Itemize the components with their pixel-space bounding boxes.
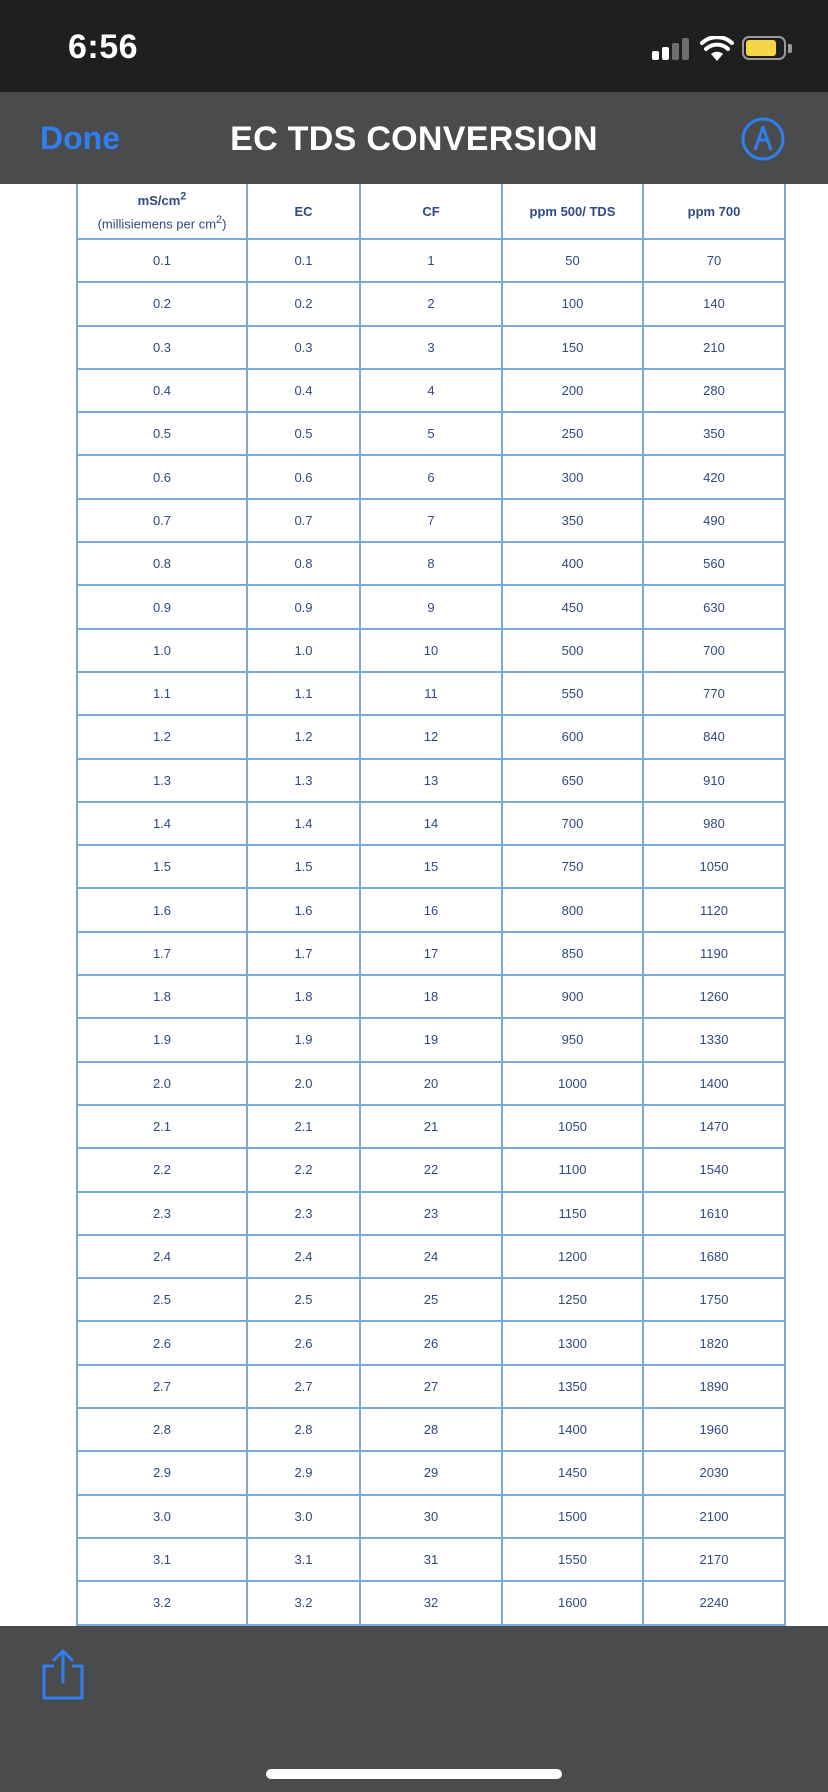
table-row (77, 1451, 785, 1494)
table-cell: 1750 (643, 1278, 785, 1321)
table-cell: 9 (360, 585, 502, 628)
table-cell: 500 (502, 629, 643, 672)
table-cell: 2.6 (77, 1321, 247, 1364)
table-row (77, 1365, 785, 1408)
table-cell: 0.3 (247, 326, 360, 369)
table-cell: 0.3 (77, 326, 247, 369)
table-cell: 3.2 (247, 1581, 360, 1624)
table-cell: 28 (360, 1408, 502, 1451)
table-cell: 2.9 (77, 1451, 247, 1494)
table-cell: 2.9 (247, 1451, 360, 1494)
table-cell: 560 (643, 542, 785, 585)
table-row (77, 932, 785, 975)
table-cell: 1960 (643, 1408, 785, 1451)
table-cell: 2030 (643, 1451, 785, 1494)
table-cell: 650 (502, 759, 643, 802)
table-cell: 1470 (643, 1105, 785, 1148)
table-cell: 3.1 (77, 1538, 247, 1581)
table-cell: 0.6 (77, 455, 247, 498)
table-cell: 24 (360, 1235, 502, 1278)
header-mscm-unit: $mS/cm^2$ (137, 190, 187, 208)
table-row (77, 542, 785, 585)
table-cell: 840 (643, 715, 785, 758)
table-cell: 1550 (502, 1538, 643, 1581)
cellular-signal-icon (652, 38, 690, 60)
table-cell: 1.7 (77, 932, 247, 975)
table-cell: 350 (502, 499, 643, 542)
table-cell: 980 (643, 802, 785, 845)
table-header-row (77, 184, 785, 239)
table-cell: 1.6 (247, 888, 360, 931)
table-row (77, 1062, 785, 1105)
table-cell: 1100 (502, 1148, 643, 1191)
table-cell: 0.8 (77, 542, 247, 585)
table-cell: 2.2 (247, 1148, 360, 1191)
table-cell: 1330 (643, 1018, 785, 1061)
table-cell: 2100 (643, 1495, 785, 1538)
table-cell: 7 (360, 499, 502, 542)
table-cell: 0.2 (77, 282, 247, 325)
table-row (77, 1278, 785, 1321)
table-cell: 2.3 (247, 1192, 360, 1235)
table-row (77, 455, 785, 498)
table-cell: 2 (360, 282, 502, 325)
table-cell: 18 (360, 975, 502, 1018)
table-cell: 1.4 (247, 802, 360, 845)
table-cell: 200 (502, 369, 643, 412)
status-bar (0, 0, 828, 92)
table-cell: 1 (360, 239, 502, 282)
table-cell: 1600 (502, 1581, 643, 1624)
table-row (77, 1538, 785, 1581)
table-row (77, 412, 785, 455)
table-cell: 6 (360, 455, 502, 498)
table-cell: 2.4 (77, 1235, 247, 1278)
table-cell: 1000 (502, 1062, 643, 1105)
table-cell: 350 (643, 412, 785, 455)
table-cell: 3.0 (77, 1495, 247, 1538)
table-cell: 1120 (643, 888, 785, 931)
table-cell: 2.0 (77, 1062, 247, 1105)
table-cell: 2.5 (247, 1278, 360, 1321)
table-row (77, 1495, 785, 1538)
table-cell: 3 (360, 326, 502, 369)
table-cell: 1500 (502, 1495, 643, 1538)
table-row (77, 369, 785, 412)
table-cell: 11 (360, 672, 502, 715)
table-row (77, 672, 785, 715)
table-cell: 1.0 (247, 629, 360, 672)
table-cell: 210 (643, 326, 785, 369)
table-cell: 1250 (502, 1278, 643, 1321)
table-cell: 29 (360, 1451, 502, 1494)
table-cell: 140 (643, 282, 785, 325)
table-cell: 700 (502, 802, 643, 845)
table-row (77, 802, 785, 845)
table-cell: 2.7 (77, 1365, 247, 1408)
table-row (77, 975, 785, 1018)
table-cell: 3.1 (247, 1538, 360, 1581)
table-cell: 1350 (502, 1365, 643, 1408)
table-row (77, 1408, 785, 1451)
table-cell: 1400 (502, 1408, 643, 1451)
header-mscm-description: (millisiemens per $cm^2$) (97, 214, 227, 232)
table-cell: 3.0 (247, 1495, 360, 1538)
table-cell: 19 (360, 1018, 502, 1061)
conversion-table (76, 184, 786, 1626)
table-cell: 1.2 (77, 715, 247, 758)
table-cell: 1540 (643, 1148, 785, 1191)
table-row (77, 759, 785, 802)
table-cell: 1.5 (247, 845, 360, 888)
table-cell: 20 (360, 1062, 502, 1105)
navigation-bar (0, 92, 828, 184)
table-cell: 1.1 (247, 672, 360, 715)
table-cell: 0.7 (247, 499, 360, 542)
table-cell: 600 (502, 715, 643, 758)
table-cell: 1610 (643, 1192, 785, 1235)
table-row (77, 1148, 785, 1191)
table-cell: 910 (643, 759, 785, 802)
table-cell: 800 (502, 888, 643, 931)
table-cell: 550 (502, 672, 643, 715)
table-cell: 2.0 (247, 1062, 360, 1105)
table-cell: 630 (643, 585, 785, 628)
table-cell: 0.8 (247, 542, 360, 585)
table-row (77, 845, 785, 888)
table-cell: 31 (360, 1538, 502, 1581)
table-cell: 1.0 (77, 629, 247, 672)
table-row (77, 1321, 785, 1364)
table-cell: 0.2 (247, 282, 360, 325)
table-cell: 1.8 (247, 975, 360, 1018)
table-cell: 2170 (643, 1538, 785, 1581)
table-cell: 13 (360, 759, 502, 802)
table-cell: 0.5 (247, 412, 360, 455)
table-cell: 1.5 (77, 845, 247, 888)
table-cell: 1050 (643, 845, 785, 888)
table-cell: 1820 (643, 1321, 785, 1364)
table-row (77, 1192, 785, 1235)
table-cell: 700 (643, 629, 785, 672)
table-cell: 100 (502, 282, 643, 325)
header-mscm (77, 184, 247, 239)
table-cell: 2.8 (77, 1408, 247, 1451)
table-cell: 8 (360, 542, 502, 585)
table-cell: 2.8 (247, 1408, 360, 1451)
table-cell: 26 (360, 1321, 502, 1364)
table-cell: 70 (643, 239, 785, 282)
table-cell: 1.1 (77, 672, 247, 715)
table-cell: 5 (360, 412, 502, 455)
table-cell: 1200 (502, 1235, 643, 1278)
table-cell: 0.1 (247, 239, 360, 282)
table-cell: 2.2 (77, 1148, 247, 1191)
table-cell: 250 (502, 412, 643, 455)
home-indicator (266, 1769, 562, 1779)
table-cell: 1.9 (247, 1018, 360, 1061)
table-cell: 1.4 (77, 802, 247, 845)
table-cell: 1450 (502, 1451, 643, 1494)
table-row (77, 1018, 785, 1061)
table-cell: 1.3 (77, 759, 247, 802)
table-cell: 21 (360, 1105, 502, 1148)
document-view[interactable] (0, 184, 828, 1626)
table-cell: 4 (360, 369, 502, 412)
markup-pen-icon[interactable] (740, 116, 786, 162)
table-cell: 30 (360, 1495, 502, 1538)
table-cell: 2.4 (247, 1235, 360, 1278)
table-cell: 900 (502, 975, 643, 1018)
header-cf: CF (360, 184, 502, 239)
share-icon[interactable] (40, 1648, 86, 1702)
table-cell: 770 (643, 672, 785, 715)
table-cell: 1.9 (77, 1018, 247, 1061)
table-cell: 10 (360, 629, 502, 672)
battery-icon (742, 36, 792, 62)
table-cell: 2.6 (247, 1321, 360, 1364)
table-row (77, 585, 785, 628)
table-cell: 1400 (643, 1062, 785, 1105)
table-cell: 450 (502, 585, 643, 628)
table-cell: 1680 (643, 1235, 785, 1278)
header-ec: EC (247, 184, 360, 239)
table-cell: 0.4 (247, 369, 360, 412)
table-cell: 0.9 (77, 585, 247, 628)
table-cell: 280 (643, 369, 785, 412)
table-row (77, 888, 785, 931)
table-row (77, 1235, 785, 1278)
table-cell: 2.7 (247, 1365, 360, 1408)
table-cell: 3.2 (77, 1581, 247, 1624)
table-cell: 420 (643, 455, 785, 498)
table-row (77, 715, 785, 758)
done-button[interactable]: Done (40, 120, 120, 156)
table-cell: 23 (360, 1192, 502, 1235)
page-title: EC TDS CONVERSION (230, 120, 598, 158)
table-cell: 1.7 (247, 932, 360, 975)
table-cell: 1260 (643, 975, 785, 1018)
bottom-toolbar (0, 1626, 828, 1792)
status-time: 6:56 (68, 28, 139, 66)
table-cell: 490 (643, 499, 785, 542)
table-cell: 950 (502, 1018, 643, 1061)
table-cell: 400 (502, 542, 643, 585)
table-row (77, 499, 785, 542)
table-cell: 1300 (502, 1321, 643, 1364)
table-cell: 2.1 (247, 1105, 360, 1148)
table-cell: 0.4 (77, 369, 247, 412)
table-cell: 27 (360, 1365, 502, 1408)
table-cell: 0.6 (247, 455, 360, 498)
table-cell: 22 (360, 1148, 502, 1191)
table-cell: 32 (360, 1581, 502, 1624)
table-cell: 1.2 (247, 715, 360, 758)
table-cell: 850 (502, 932, 643, 975)
header-ppm-500: ppm 500/ TDS (502, 184, 643, 239)
table-row (77, 1105, 785, 1148)
table-cell: 2.5 (77, 1278, 247, 1321)
header-ppm-700: ppm 700 (643, 184, 785, 239)
table-row (77, 282, 785, 325)
table-cell: 750 (502, 845, 643, 888)
table-cell: 15 (360, 845, 502, 888)
table-cell: 14 (360, 802, 502, 845)
table-cell: 1.6 (77, 888, 247, 931)
table-row (77, 239, 785, 282)
table-cell: 1.8 (77, 975, 247, 1018)
table-cell: 1150 (502, 1192, 643, 1235)
table-cell: 25 (360, 1278, 502, 1321)
table-cell: 0.9 (247, 585, 360, 628)
table-cell: 2240 (643, 1581, 785, 1624)
table-cell: 0.5 (77, 412, 247, 455)
table-cell: 150 (502, 326, 643, 369)
table-cell: 16 (360, 888, 502, 931)
table-cell: 12 (360, 715, 502, 758)
table-row (77, 326, 785, 369)
table-cell: 0.7 (77, 499, 247, 542)
table-cell: 2.1 (77, 1105, 247, 1148)
table-cell: 300 (502, 455, 643, 498)
wifi-icon (700, 36, 734, 62)
table-cell: 0.1 (77, 239, 247, 282)
table-cell: 2.3 (77, 1192, 247, 1235)
table-cell: 1.3 (247, 759, 360, 802)
table-row (77, 629, 785, 672)
table-cell: 17 (360, 932, 502, 975)
table-row (77, 1581, 785, 1624)
table-cell: 1890 (643, 1365, 785, 1408)
table-cell: 50 (502, 239, 643, 282)
table-cell: 1050 (502, 1105, 643, 1148)
table-cell: 1190 (643, 932, 785, 975)
